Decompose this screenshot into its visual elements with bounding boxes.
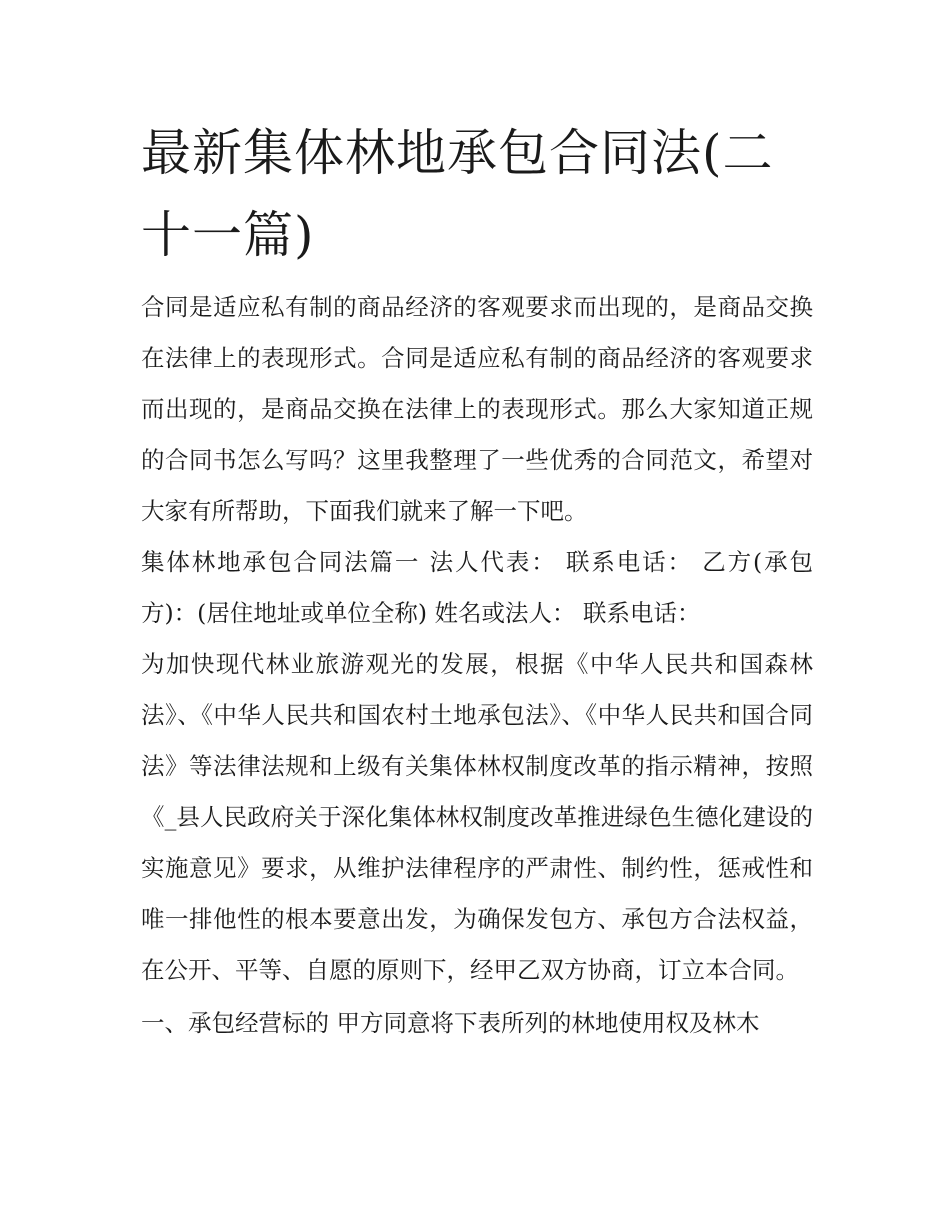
document-page [141, 112, 813, 1049]
section-one-paragraph: 一、承包经营标的 甲方同意将下表所列的林地使用权及林木 [141, 1009, 760, 1037]
basis-paragraph: 为加快现代林业旅游观光的发展，根据《中华人民共和国森林法》、《中华人民共和国农村土地承包法》、《中华人民共和国合同法》等法律法规和上级有关集体林权制度改革的指示精神，按照《_县人民政府关于深化集体林权制度改革推进绿色生德化建设的实施意见》要求，从维护法律程序的严肃性、制约性，惩戒性和唯一排他性的根本要意出发，为确保发包方、承包方合法权益，在公开、平等、自愿的原则下，经甲乙双方协商，订立本合同。 [141, 650, 813, 984]
intro-paragraph: 合同是适应私有制的商品经济的客观要求而出现的，是商品交换在法律上的表现形式。合同是适应私有制的商品经济的客观要求而出现的，是商品交换在法律上的表现形式。那么大家知道正规的合同书怎么写吗？这里我整理了一些优秀的合同范文，希望对大家有所帮助，下面我们就来了解一下吧。 [141, 293, 813, 525]
parties-paragraph: 集体林地承包合同法篇一 法人代表： 联系电话： 乙方(承包方)：(居住地址或单位全称) 姓名或法人： 联系电话： [141, 548, 813, 627]
document-title: 最新集体林地承包合同法(二十一篇) [141, 124, 774, 264]
